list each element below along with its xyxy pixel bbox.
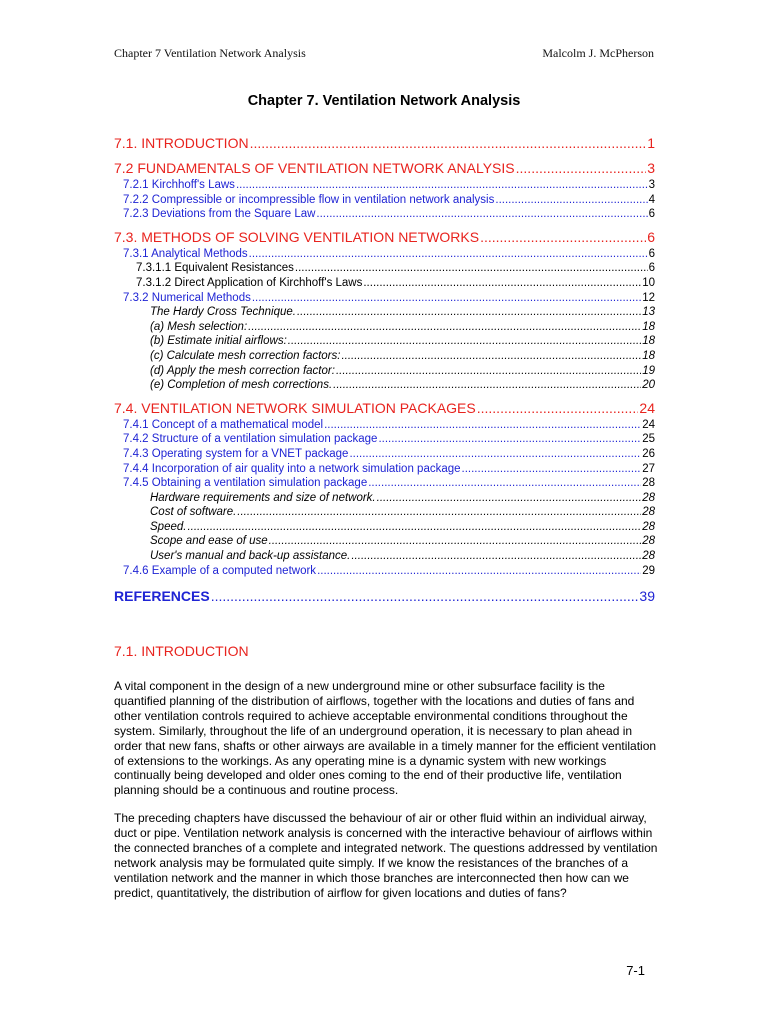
toc-entry-page: 6 [648, 262, 655, 275]
toc-entry[interactable] [114, 193, 655, 208]
toc-entry[interactable] [114, 207, 655, 222]
toc-entry[interactable] [114, 399, 655, 418]
toc-entry-page: 6 [648, 247, 655, 260]
toc-leader-dots [316, 207, 647, 222]
toc-entry[interactable] [114, 291, 655, 306]
toc-entry-label: (a) Mesh selection: [150, 320, 248, 333]
toc-entry-label: REFERENCES [114, 588, 210, 605]
toc-entry-page: 3 [648, 179, 655, 191]
toc-entry[interactable] [114, 378, 655, 393]
toc-entry-label: (e) Completion of mesh corrections. [150, 379, 333, 392]
toc-entry-page: 28 [642, 477, 655, 490]
toc-entry-page: 24 [639, 399, 655, 416]
toc-entry-label: 7.4.1 Concept of a mathematical model [123, 418, 324, 431]
toc-entry-label: Hardware requirements and size of network. [150, 491, 376, 504]
toc-entry[interactable] [114, 364, 655, 379]
toc-entry-page: 24 [642, 418, 655, 431]
toc-entry-page: 28 [642, 550, 655, 563]
toc-entry-label: Cost of software. [150, 506, 237, 519]
toc-entry[interactable] [114, 178, 655, 193]
toc-entry-label: (c) Calculate mesh correction factors: [150, 349, 341, 362]
toc-leader-dots [295, 261, 648, 276]
toc-entry-label: 7.4.6 Example of a computed network [123, 564, 317, 577]
toc-entry-label: User's manual and back-up assistance. [150, 550, 351, 563]
toc-entry-page: 3 [647, 160, 655, 176]
toc-entry[interactable] [114, 247, 655, 262]
toc-entry-page: 6 [647, 228, 655, 245]
toc-entry-label: (b) Estimate initial airflows: [150, 335, 287, 348]
toc-entry-label: Speed. [150, 520, 187, 533]
toc-leader-dots [363, 276, 641, 291]
toc-leader-dots [324, 418, 641, 433]
toc-entry[interactable] [114, 159, 655, 178]
toc-entry-page: 18 [642, 349, 655, 362]
toc-entry-page: 28 [642, 491, 655, 504]
toc-entry-label: 7.4.5 Obtaining a ventilation simulation package [123, 477, 368, 490]
toc-entry[interactable] [114, 320, 655, 335]
toc-entry[interactable] [114, 134, 655, 153]
table-of-contents [114, 134, 655, 606]
toc-entry[interactable] [114, 276, 655, 291]
toc-entry-page: 18 [642, 335, 655, 348]
toc-entry-label: 7.4.2 Structure of a ventilation simulation package [123, 433, 378, 446]
toc-entry-page: 13 [642, 306, 655, 319]
toc-entry-label: 7.3.1 Analytical Methods [123, 247, 248, 260]
toc-leader-dots [211, 586, 639, 606]
toc-entry[interactable] [114, 418, 655, 433]
toc-entry[interactable] [114, 261, 655, 276]
toc-entry[interactable] [114, 520, 655, 535]
toc-entry-label: 7.4.4 Incorporation of air quality into a network simulation package [123, 462, 461, 475]
toc-leader-dots [349, 447, 641, 462]
body-paragraph-1: A vital component in the design of a new underground mine or other subsurface facility is the quantified planning of the distribution of airflows, together with the locations and duties of fans and other ventilation controls required to achieve acceptable environmental conditions throughout the system. Similarly, throughout the life of an underground operation, it is necessary to plan ahead in order that new fans, shafts or other airways are available in a timely manner for the efficient ventilation of extensions to the workings. As any operating mine is a dynamic system with new workings continually being developed and older ones coming to the end of their productive life, ventilation planning should be a continuous and routine process. [114, 679, 657, 798]
toc-leader-dots [462, 462, 642, 477]
running-header-right: Malcolm J. McPherson [542, 46, 654, 60]
toc-leader-dots [237, 505, 641, 520]
toc-entry-label: 7.2.1 Kirchhoff's Laws [123, 179, 235, 191]
toc-entry-page: 26 [642, 447, 655, 460]
toc-entry[interactable] [114, 334, 655, 349]
toc-leader-dots [516, 159, 647, 178]
toc-entry-label: 7.2.2 Compressible or incompressible flow in ventilation network analysis [123, 193, 495, 206]
running-header-left: Chapter 7 Ventilation Network Analysis [114, 46, 306, 60]
toc-leader-dots [336, 364, 641, 379]
toc-entry[interactable] [114, 534, 655, 549]
toc-entry[interactable] [114, 447, 655, 462]
toc-leader-dots [252, 291, 641, 306]
toc-leader-dots [187, 520, 641, 535]
toc-leader-dots [249, 247, 648, 262]
toc-entry-page: 29 [642, 564, 655, 577]
toc-leader-dots [378, 432, 641, 447]
toc-entry-page: 4 [648, 193, 655, 206]
toc-entry[interactable] [114, 432, 655, 447]
toc-leader-dots [341, 349, 641, 364]
toc-entry[interactable] [114, 549, 655, 564]
toc-leader-dots [250, 134, 647, 153]
toc-entry[interactable] [114, 491, 655, 506]
toc-entry-label: 7.4.3 Operating system for a VNET package [123, 447, 349, 460]
body-paragraph-2: The preceding chapters have discussed the behaviour of air or other fluid within an individual airway, duct or pipe. Ventilation network analysis is concerned with the interactive behaviour of airflows within the connected branches of a complete and integrated network. The questions addressed by ventilation network analysis may be formulated quite simply. If we know the resistances of the branches of a ventilation network and the manner in which those branches are interconnected then how can we predict, quantitatively, the distribution of airflow for given locations and duties of fans? [114, 811, 658, 900]
toc-entry[interactable] [114, 564, 655, 579]
toc-entry-label: 7.4. VENTILATION NETWORK SIMULATION PACKAGES [114, 399, 476, 416]
toc-entry-page: 6 [648, 208, 655, 221]
toc-entry[interactable] [114, 349, 655, 364]
toc-entry-label: 7.2.3 Deviations from the Square Law [123, 208, 316, 221]
toc-entry-label: 7.2 FUNDAMENTALS OF VENTILATION NETWORK ANALYSIS [114, 160, 515, 176]
chapter-title: Chapter 7. Ventilation Network Analysis [247, 93, 521, 109]
toc-entry-page: 20 [642, 379, 655, 392]
toc-entry-page: 18 [642, 320, 655, 333]
section-heading: 7.1. INTRODUCTION [114, 643, 249, 659]
toc-entry-page: 28 [642, 506, 655, 519]
toc-leader-dots [333, 378, 641, 393]
toc-entry-page: 39 [639, 588, 655, 605]
toc-entry-label: 7.3.1.1 Equivalent Resistances [136, 262, 294, 275]
toc-entry-references[interactable] [114, 586, 655, 606]
toc-leader-dots [288, 334, 641, 349]
toc-entry[interactable] [114, 476, 655, 491]
toc-entry-label: 7.1. INTRODUCTION [114, 135, 249, 151]
toc-leader-dots [248, 320, 641, 335]
toc-entry-label: The Hardy Cross Technique. [150, 306, 296, 319]
toc-entry-label: 7.3.1.2 Direct Application of Kirchhoff's Laws [136, 276, 363, 289]
toc-entry[interactable] [114, 305, 655, 320]
toc-entry[interactable] [114, 505, 655, 520]
toc-leader-dots [368, 476, 641, 491]
toc-entry-label: 7.3.2 Numerical Methods [123, 291, 251, 304]
toc-entry-page: 27 [642, 462, 655, 475]
toc-entry-label: Scope and ease of use [150, 535, 268, 548]
toc-entry-label: 7.3. METHODS OF SOLVING VENTILATION NETWORKS [114, 228, 480, 245]
toc-entry-page: 28 [642, 535, 655, 548]
toc-entry[interactable] [114, 462, 655, 477]
page-number: 7-1 [626, 963, 645, 978]
toc-leader-dots [351, 549, 641, 564]
toc-leader-dots [236, 178, 648, 193]
toc-leader-dots [297, 305, 641, 320]
toc-entry-page: 19 [642, 364, 655, 377]
toc-leader-dots [495, 193, 647, 208]
toc-leader-dots [317, 564, 641, 579]
toc-leader-dots [377, 491, 642, 506]
toc-leader-dots [477, 399, 639, 418]
toc-entry-label: (d) Apply the mesh correction factor: [150, 364, 335, 377]
toc-entry-page: 12 [642, 291, 655, 304]
toc-entry-page: 28 [642, 520, 655, 533]
toc-entry-page: 10 [642, 276, 655, 289]
toc-leader-dots [480, 228, 646, 247]
toc-entry-page: 25 [642, 433, 655, 446]
toc-leader-dots [269, 534, 642, 549]
toc-entry-page: 1 [647, 135, 655, 151]
toc-entry[interactable] [114, 228, 655, 247]
